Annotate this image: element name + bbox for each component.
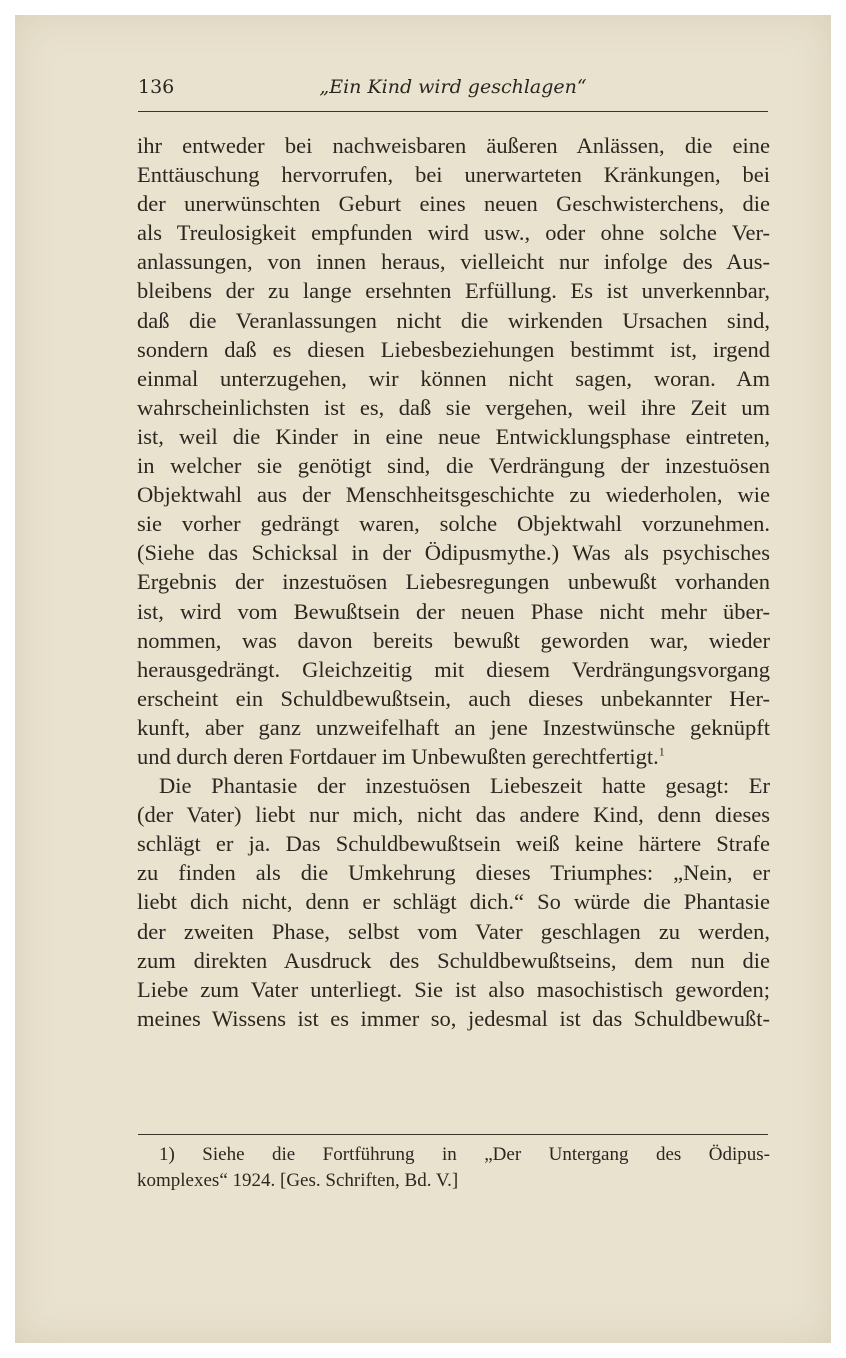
text-line: Liebe zum Vater unterliegt. Sie ist also masochistisch geworden; <box>137 976 770 1002</box>
text-line: sondern daß es diesen Liebesbeziehungen bestimmt ist, irgend <box>137 336 770 362</box>
body-text <box>137 131 770 1033</box>
text-line: Enttäuschung hervorrufen, bei unerwarteten Kränkungen, bei <box>137 162 770 188</box>
text-line: sie vorher gedrängt waren, solche Objektwahl vorzunehmen. <box>137 511 770 537</box>
text-line: (der Vater) liebt nur mich, nicht das andere Kind, denn dieses <box>137 802 770 828</box>
text-line-with-footnote-ref <box>137 742 770 771</box>
text-line: bleibens der zu lange ersehnten Erfüllung. Es ist unverkennbar, <box>137 278 770 304</box>
text-line: einmal unterzugehen, wir können nicht sagen, woran. Am <box>137 365 770 391</box>
text-line: als Treulosigkeit empfunden wird usw., oder ohne solche Ver- <box>137 220 770 246</box>
footnote <box>137 1142 770 1194</box>
text-line: Objektwahl aus der Menschheitsgeschichte zu wiederholen, wie <box>137 482 770 508</box>
text-line: erscheint ein Schuldbewußtsein, auch dieses unbekannter Her- <box>137 685 770 711</box>
page-number: 136 <box>138 76 175 98</box>
text-line: (Siehe das Schicksal in der Ödipusmythe.) Was als psychisches <box>137 540 770 566</box>
footnote-reference[interactable]: 1 <box>658 744 665 759</box>
page-header <box>138 76 768 110</box>
text-line: zu finden als die Umkehrung dieses Triumphes: „Nein, er <box>137 860 770 886</box>
text-line: zum direkten Ausdruck des Schuldbewußtseins, dem nun die <box>137 947 770 973</box>
text-line: in welcher sie genötigt sind, die Verdrängung der inzestuösen <box>137 453 770 479</box>
paragraph-start-line: Die Phantasie der inzestuösen Liebeszeit hatte gesagt: Er <box>159 773 770 799</box>
text-line: nommen, was davon bereits bewußt geworden war, wieder <box>137 627 770 653</box>
text-line: wahrscheinlichsten ist es, daß sie vergehen, weil ihre Zeit um <box>137 394 770 420</box>
header-rule <box>138 111 768 112</box>
running-title: „Ein Kind wird geschlagen“ <box>319 76 587 98</box>
text-line: liebt dich nicht, denn er schlägt dich.“ So würde die Phantasie <box>137 889 770 915</box>
footnote-line: komplexes“ 1924. [Ges. Schriften, Bd. V.] <box>137 1170 459 1191</box>
text-line: und durch deren Fortdauer im Unbewußten gerechtfertigt. <box>137 743 659 769</box>
text-line: ist, wird vom Bewußtsein der neuen Phase nicht mehr über- <box>137 598 770 624</box>
text-line: meines Wissens ist es immer so, jedesmal ist das Schuldbewußt- <box>137 1005 770 1031</box>
text-line: ist, weil die Kinder in eine neue Entwicklungsphase eintreten, <box>137 423 770 449</box>
text-line: schlägt er ja. Das Schuldbewußtsein weiß keine härtere Strafe <box>137 831 770 857</box>
text-line: daß die Veranlassungen nicht die wirkenden Ursachen sind, <box>137 307 770 333</box>
footnote-rule <box>138 1134 768 1135</box>
text-line: Ergebnis der inzestuösen Liebesregungen unbewußt vorhanden <box>137 569 770 595</box>
text-line: ihr entweder bei nachweisbaren äußeren Anlässen, die eine <box>137 133 770 158</box>
text-line: herausgedrängt. Gleichzeitig mit diesem Verdrängungsvorgang <box>137 656 770 682</box>
text-line: anlassungen, von innen heraus, vielleicht nur infolge des Aus- <box>137 249 770 275</box>
text-line: der zweiten Phase, selbst vom Vater geschlagen zu werden, <box>137 918 770 944</box>
text-line: der unerwünschten Geburt eines neuen Geschwisterchens, die <box>137 191 770 217</box>
footnote-line: 1) Siehe die Fortführung in „Der Untergang des Ödipus- <box>159 1144 770 1165</box>
text-line: kunft, aber ganz unzweifelhaft an jene Inzestwünsche geknüpft <box>137 714 770 740</box>
